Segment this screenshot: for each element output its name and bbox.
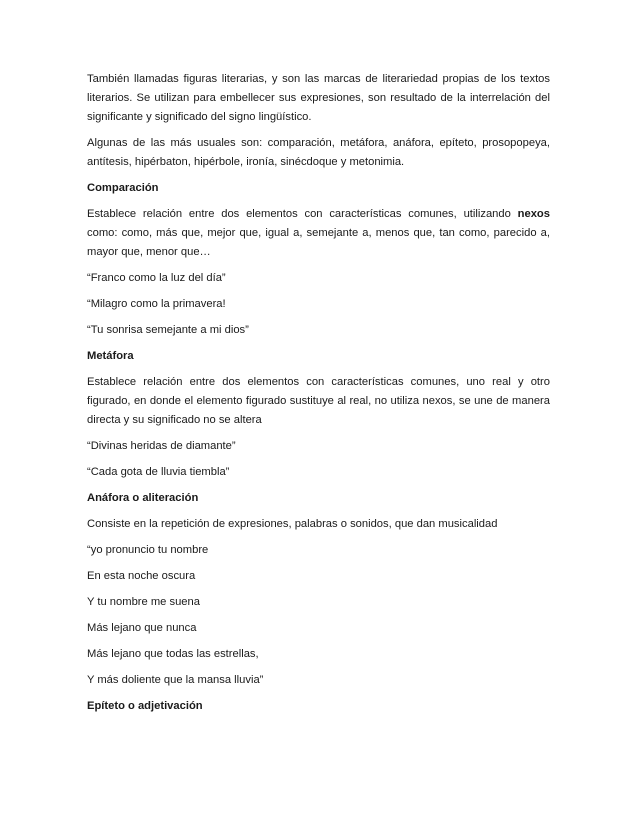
heading-metafora: Metáfora [87, 350, 134, 362]
comparacion-desc-before: Establece relación entre dos elementos con características comunes, utilizando [87, 208, 518, 220]
comparacion-description [87, 205, 550, 262]
comparacion-example: “Franco como la luz del día” [87, 272, 226, 284]
heading-comparacion: Comparación [87, 182, 159, 194]
intro-paragraph: También llamadas figuras literarias, y son las marcas de literariedad propias de los textos literarios. Se utilizan para embellecer sus expresiones, son resultado de la interrelación del significante y significado del signo lingüístico. [87, 73, 550, 123]
anafora-example: Y tu nombre me suena [87, 596, 200, 608]
anafora-example: Y más doliente que la mansa lluvia” [87, 674, 264, 686]
heading-anafora: Anáfora o aliteración [87, 492, 199, 504]
list-intro-paragraph: Algunas de las más usuales son: comparación, metáfora, anáfora, epíteto, prosopopeya, antítesis, hipérbaton, hipérbole, ironía, sinécdoque y metonimia. [87, 137, 550, 168]
comparacion-desc-after: como: como, más que, mejor que, igual a, semejante a, menos que, tan como, parecido a, mayor que, menor que… [87, 227, 550, 258]
document-page [87, 70, 550, 723]
anafora-example: Más lejano que nunca [87, 622, 197, 634]
anafora-example: En esta noche oscura [87, 570, 196, 582]
anafora-example: Más lejano que todas las estrellas, [87, 648, 259, 660]
comparacion-example: “Milagro como la primavera! [87, 298, 226, 310]
anafora-description: Consiste en la repetición de expresiones, palabras o sonidos, que dan musicalidad [87, 518, 498, 530]
metafora-description: Establece relación entre dos elementos con características comunes, uno real y otro figurado, en donde el elemento figurado sustituye al real, no utiliza nexos, se une de manera directa y su significado no se altera [87, 376, 550, 426]
metafora-example: “Divinas heridas de diamante” [87, 440, 236, 452]
comparacion-desc-bold: nexos [517, 208, 550, 220]
metafora-example: “Cada gota de lluvia tiembla” [87, 466, 230, 478]
heading-epiteto: Epíteto o adjetivación [87, 700, 203, 712]
comparacion-example: “Tu sonrisa semejante a mi dios” [87, 324, 249, 336]
anafora-example: “yo pronuncio tu nombre [87, 544, 209, 556]
